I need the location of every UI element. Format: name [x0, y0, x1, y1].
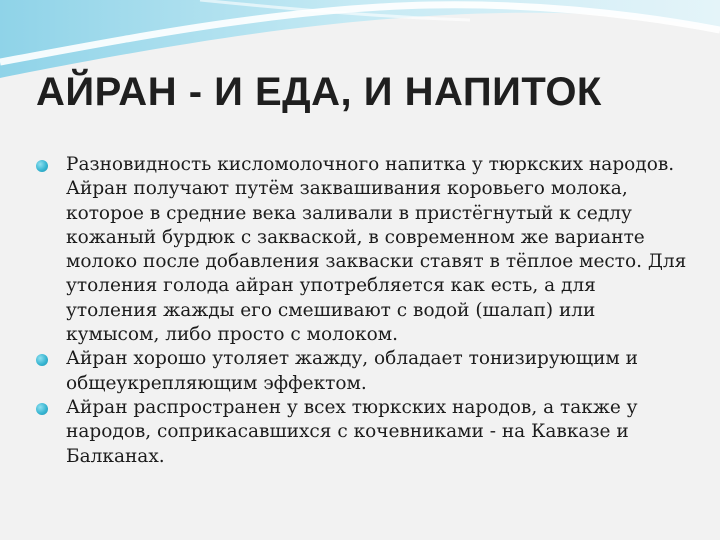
bullet-text: Айран хорошо утоляет жажду, обладает тонизирующим и общеукрепляющим эффектом.	[66, 348, 639, 394]
bullet-icon	[36, 403, 48, 415]
list-item	[30, 153, 690, 347]
slide-title: АЙРАН - И ЕДА, И НАПИТОК	[36, 70, 602, 114]
bullet-text: Разновидность кисломолочного напитка у тюркских народов. Айран получают путём заквашивания коровьего молока, которое в средние века заливали в пристёгнутый к седлу кожаный бурдюк с закваской, в современном же варианте молоко после добавления закваски ставят в тёплое место. Для утоления голода айран употребляется как есть, а для утоления жажды его смешивают с водой (шалап) или кумысом, либо просто с молоком.	[66, 154, 687, 346]
list-item	[30, 396, 690, 469]
bullet-icon	[36, 354, 48, 366]
bullet-list	[30, 153, 690, 469]
bullet-text: Айран распространен у всех тюркских народов, а также у народов, соприкасавшихся с кочевниками - на Кавказе и Балканах.	[66, 396, 638, 467]
list-item	[30, 347, 690, 396]
bullet-icon	[36, 160, 48, 172]
